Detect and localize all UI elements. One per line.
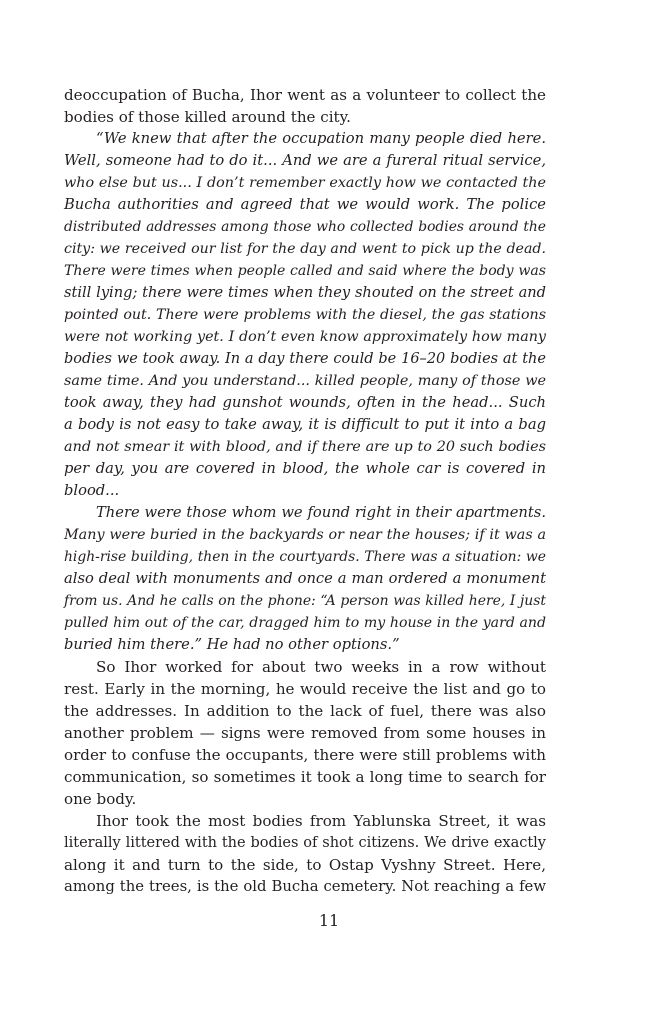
text-line: Well, someone had to do it... And we are a fureral ritual service,: [64, 152, 546, 169]
text-line: Ihor took the most bodies from Yablunska Street, it was: [96, 812, 546, 830]
text-line: a body is not easy to take away, it is difficult to put it into a bag: [64, 416, 546, 433]
text-line: There were those whom we found right in their apartments.: [96, 504, 546, 521]
text-line: the addresses. In addition to the lack of fuel, there was also: [64, 702, 546, 720]
text-line: Many were buried in the backyards or near the houses; if it was a: [64, 527, 546, 543]
text-line: rest. Early in the morning, he would receive the list and go to: [64, 680, 546, 698]
text-line: per day, you are covered in blood, the whole car is covered in: [64, 460, 546, 477]
text-line: still lying; there were times when they shouted on the street and: [64, 284, 546, 301]
text-line: “We knew that after the occupation many people died here.: [96, 130, 546, 147]
text-line: another problem — signs were removed from some houses in: [64, 724, 546, 742]
text-line: So Ihor worked for about two weeks in a row without: [96, 658, 546, 676]
text-line: one body.: [64, 790, 137, 808]
paragraph: [64, 810, 546, 898]
text-line: There were times when people called and said where the body was: [64, 263, 546, 279]
text-line: buried him there.” He had no other options.”: [64, 636, 400, 653]
text-line: bodies of those killed around the city.: [64, 108, 351, 126]
paragraph: [64, 502, 546, 656]
text-line: communication, so sometimes it took a long time to search for: [64, 768, 546, 786]
text-line: city: we received our list for the day and went to pick up the dead.: [64, 241, 546, 257]
text-line: were not working yet. I don’t even know approximately how many: [64, 329, 546, 345]
text-line: order to confuse the occupants, there were still problems with: [64, 746, 546, 764]
text-line: same time. And you understand... killed people, many of those we: [64, 373, 546, 389]
paragraph: [64, 84, 546, 128]
text-line: also deal with monuments and once a man ordered a monument: [64, 570, 546, 587]
text-line: from us. And he calls on the phone: “A person was killed here, I just: [64, 593, 546, 609]
text-line: along it and turn to the side, to Ostap Vyshny Street. Here,: [64, 856, 546, 874]
text-line: who else but us... I don’t remember exactly how we contacted the: [64, 175, 546, 191]
text-line: pulled him out of the car, dragged him to my house in the yard and: [64, 615, 546, 631]
text-line: blood...: [64, 482, 120, 499]
text-line: among the trees, is the old Bucha cemetery. Not reaching a few: [64, 878, 546, 895]
text-line: took away, they had gunshot wounds, often in the head... Such: [64, 394, 546, 411]
text-line: and not smear it with blood, and if there are up to 20 such bodies: [64, 439, 546, 455]
page-number: 11: [318, 911, 340, 930]
text-line: high-rise building, then in the courtyards. There was a situation: we: [64, 549, 546, 565]
paragraph: [64, 656, 546, 810]
text-line: pointed out. There were problems with the diesel, the gas stations: [64, 307, 546, 323]
text-line: Bucha authorities and agreed that we would work. The police: [64, 196, 546, 213]
text-line: bodies we took away. In a day there could be 16–20 bodies at the: [64, 351, 546, 367]
paragraph: [64, 128, 546, 502]
text-line: literally littered with the bodies of shot citizens. We drive exactly: [64, 835, 546, 851]
body-text: [64, 84, 546, 898]
text-line: distributed addresses among those who collected bodies around the: [64, 219, 546, 235]
text-line: deoccupation of Bucha, Ihor went as a volunteer to collect the: [64, 86, 546, 104]
